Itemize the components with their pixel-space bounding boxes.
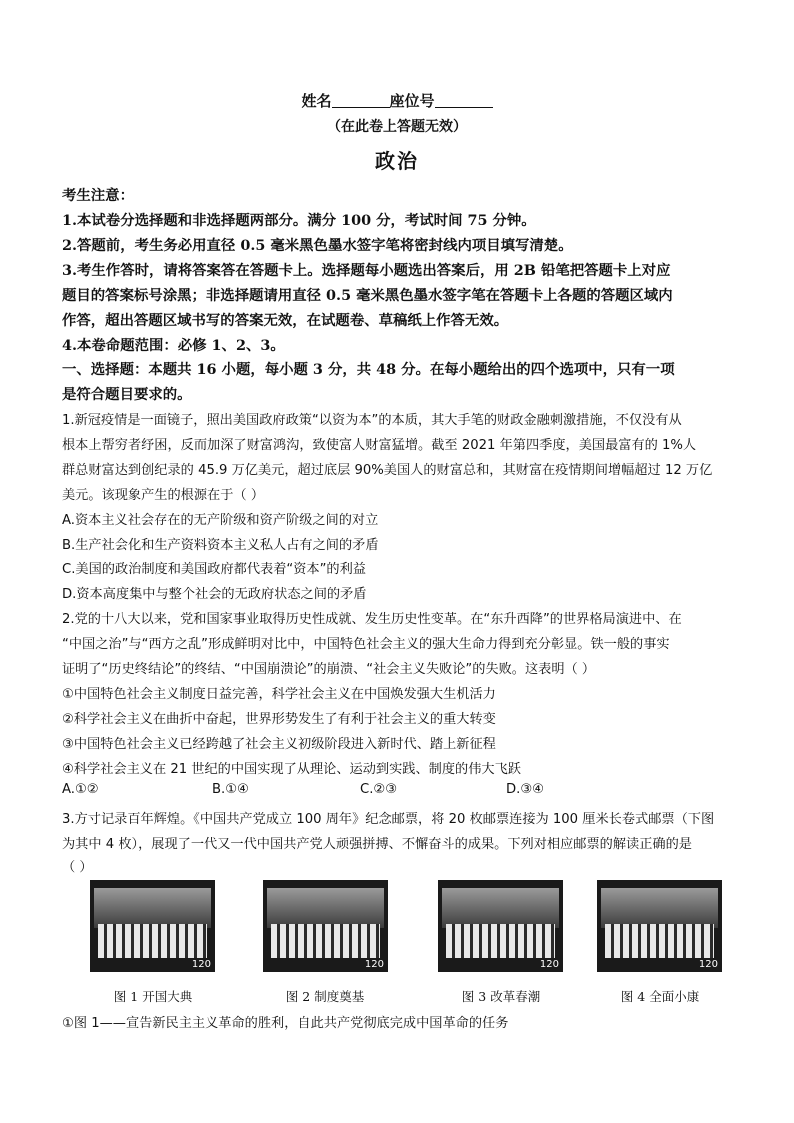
seat-blank	[435, 93, 493, 108]
caption-fig4: 图 4 全面小康	[620, 989, 700, 1004]
stamp-value: 120	[698, 959, 718, 970]
q1-stem: 1.新冠疫情是一面镜子，照出美国政府政策“以资为本”的本质，其大手笔的财政金融刺激措施，不仅没有从	[62, 413, 682, 428]
q1-stem: 美元。该现象产生的根源在于（ ）	[62, 488, 265, 503]
tiananmen-image	[98, 924, 207, 958]
q2-item: ①中国特色社会主义制度日益完善，科学社会主义在中国焕发强大生机活力	[62, 687, 496, 702]
q2-stem: “中国之治”与“西方之乱”形成鲜明对比中，中国特色社会主义的强大生命力得到充分彰显。铁一般的事实	[62, 637, 670, 652]
q2-stem: 证明了“历史终结论”的终结、“中国崩溃论”的崩溃、“社会主义失败论”的失败。这表明（ ）	[62, 662, 596, 677]
q2-item: ②科学社会主义在曲折中奋起，世界形势发生了有利于社会主义的重大转变	[62, 712, 496, 727]
instruction-line: 3.考生作答时，请将答案答在答题卡上。选择题每小题选出答案后，用 2B 铅笔把答题卡上对应	[62, 262, 671, 279]
name-label: 姓名	[301, 92, 332, 110]
q3-stem: （ ）	[62, 860, 93, 875]
subject-title: 政治	[375, 149, 419, 173]
q3-stem: 为其中 4 枚），展现了一代又一代中国共产党人顽强拼搏、不懈奋斗的成果。下列对相应邮票的解读正确的是	[62, 837, 692, 852]
stamp-reform-tide	[438, 880, 563, 972]
instruction-line: 作答，超出答题区域书写的答案无效，在试题卷、草稿纸上作答无效。	[62, 312, 509, 329]
crowd-image	[446, 924, 555, 958]
q3-item: ①图 1——宣告新民主主义革命的胜利，自此共产党彻底完成中国革命的任务	[62, 1016, 509, 1031]
seat-label: 座位号	[389, 92, 435, 110]
q3-stem: 3.方寸记录百年辉煌。《中国共产党成立 100 周年》纪念邮票，将 20 枚邮票连接为 100 厘米长卷式邮票（下图	[62, 812, 715, 827]
q1-option-d: D.资本高度集中与整个社会的无政府状态之间的矛盾	[62, 587, 367, 602]
instruction-line: 2.答题前，考生务必用直径 0.5 毫米黑色墨水签字笔将密封线内项目填写清楚。	[62, 237, 573, 254]
railway-image	[605, 924, 714, 958]
name-blank	[332, 93, 390, 108]
q2-choice-d: D.③④	[506, 782, 544, 797]
caption-fig3: 图 3 改革春潮	[461, 989, 541, 1004]
section-heading: 是符合题目要求的。	[62, 386, 192, 403]
caption-fig2: 图 2 制度奠基	[285, 989, 365, 1004]
great-hall-image	[271, 924, 380, 958]
instruction-line: 题目的答案标号涂黑；非选择题请用直径 0.5 毫米黑色墨水签字笔在答题卡上各题的答题区域内	[62, 287, 673, 304]
q2-choice-a: A.①②	[62, 782, 99, 797]
name-seat-line	[0, 90, 794, 111]
q1-option-b: B.生产社会化和生产资料资本主义私人占有之间的矛盾	[62, 538, 379, 553]
q1-stem: 根本上帮穷者纾困，反而加深了财富鸿沟，致使富人财富猛增。截至 2021 年第四季度，美国最富有的 1%人	[62, 438, 697, 453]
instruction-line: 1.本试卷分选择题和非选择题两部分。满分 100 分，考试时间 75 分钟。	[62, 212, 536, 229]
stamp-system-foundation	[263, 880, 388, 972]
q2-item: ③中国特色社会主义已经跨越了社会主义初级阶段进入新时代、踏上新征程	[62, 737, 496, 752]
instruction-line: 4.本卷命题范围：必修 1、2、3。	[62, 337, 285, 354]
q1-stem: 群总财富达到创纪录的 45.9 万亿美元，超过底层 90%美国人的财富总和，其财富在疫情期间增幅超过 12 万亿	[62, 463, 713, 478]
stamp-value: 120	[191, 959, 211, 970]
q1-option-c: C.美国的政治制度和美国政府都代表着“资本”的利益	[62, 562, 366, 577]
stamp-value: 120	[539, 959, 559, 970]
stamp-founding-ceremony	[90, 880, 215, 972]
instructions-title: 考生注意：	[62, 187, 134, 204]
q1-option-a: A.资本主义社会存在的无产阶级和资产阶级之间的对立	[62, 513, 379, 528]
answer-notice: （在此卷上答题无效）	[327, 119, 467, 135]
stamp-value: 120	[364, 959, 384, 970]
q2-item: ④科学社会主义在 21 世纪的中国实现了从理论、运动到实践、制度的伟大飞跃	[62, 762, 521, 777]
section-heading: 一、选择题：本题共 16 小题，每小题 3 分，共 48 分。在每小题给出的四个选项中，只有一项	[62, 361, 675, 378]
q2-choice-c: C.②③	[360, 782, 398, 797]
q2-choices	[62, 782, 742, 797]
q2-choice-b: B.①④	[212, 782, 249, 797]
caption-fig1: 图 1 开国大典	[113, 989, 193, 1004]
stamp-moderate-prosperity	[597, 880, 722, 972]
q2-stem: 2.党的十八大以来，党和国家事业取得历史性成就、发生历史性变革。在“东升西降”的世界格局演进中、在	[62, 612, 682, 627]
